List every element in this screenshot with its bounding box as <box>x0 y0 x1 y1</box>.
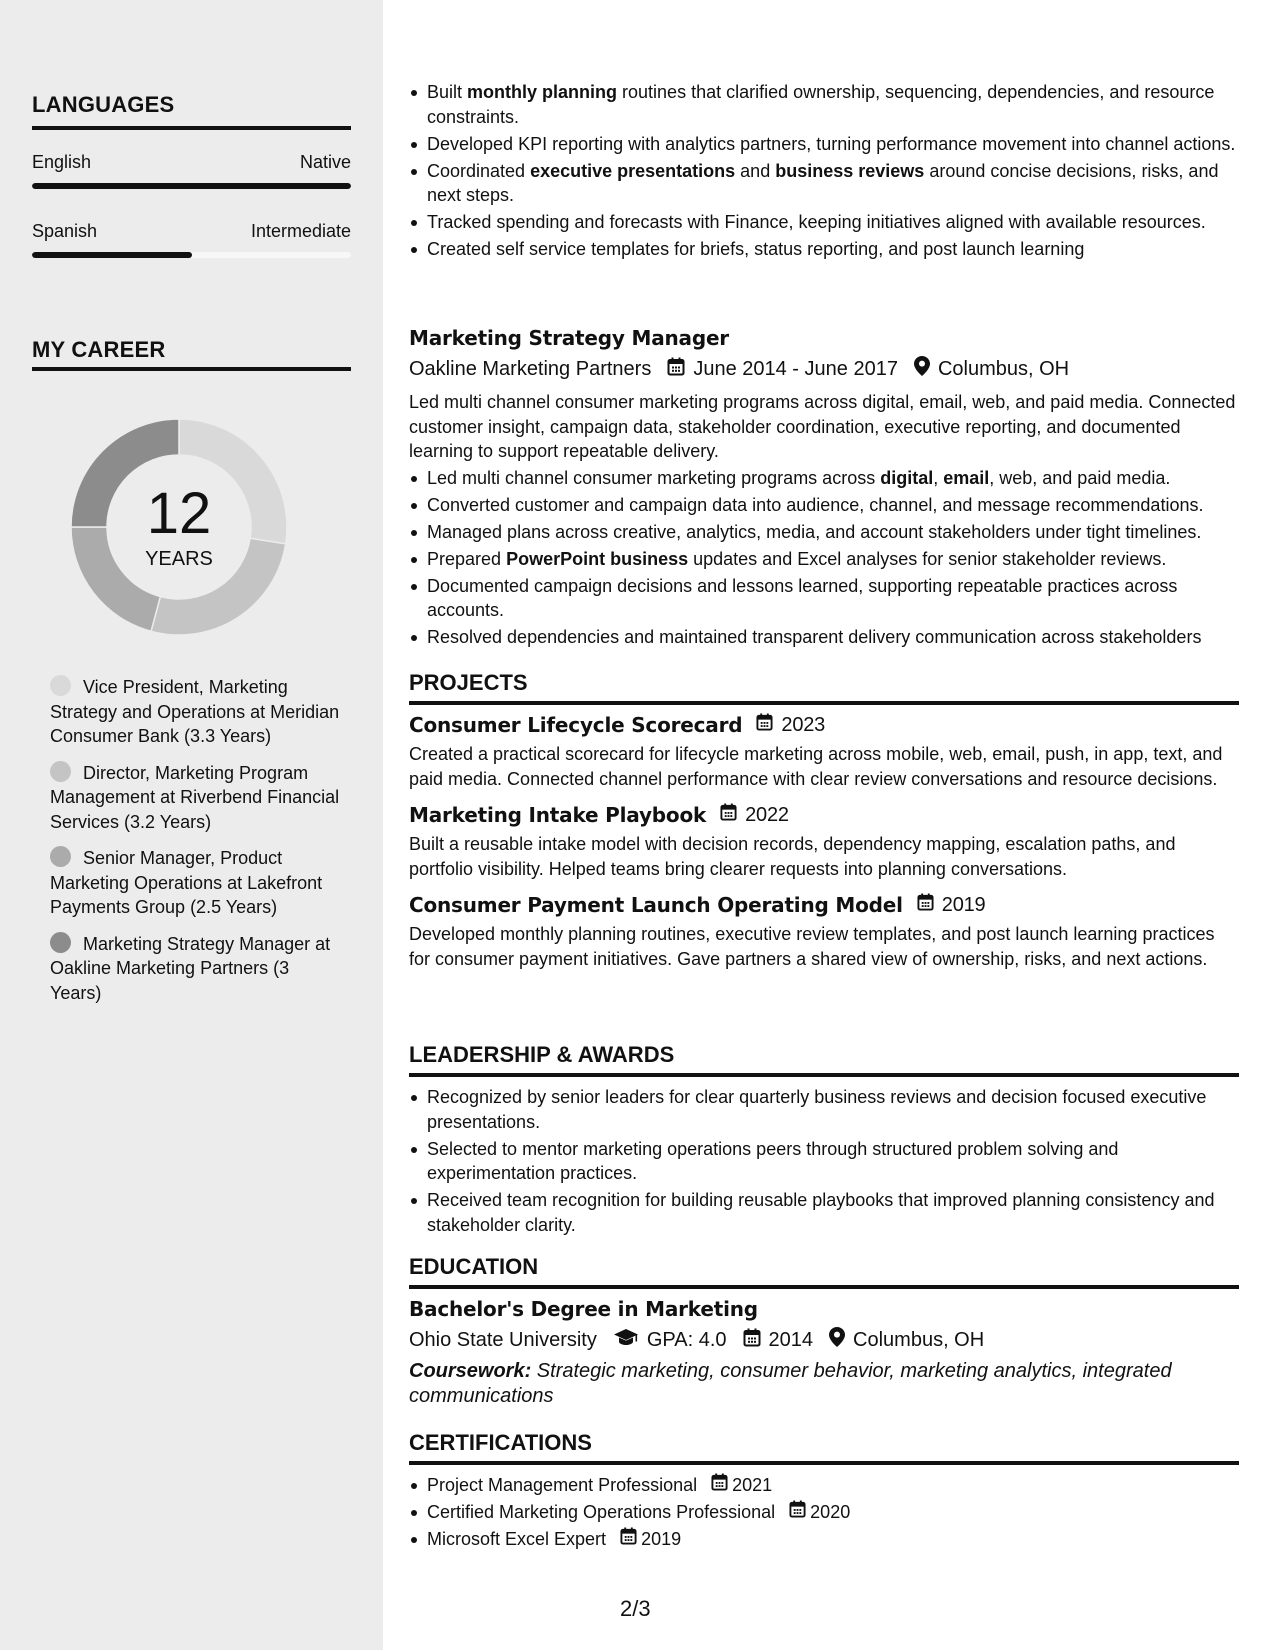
calendar-icon <box>743 1328 769 1353</box>
sidebar <box>0 0 383 1650</box>
list-item <box>409 493 1239 518</box>
career-legend-item <box>50 932 340 1006</box>
calendar-icon <box>917 893 942 917</box>
list-item <box>409 574 1239 623</box>
project-entry <box>409 713 1239 791</box>
career-legend-text: Director, Marketing Program Management at Riverbend Financial Services (3.2 Years) <box>50 762 340 832</box>
text-segment: , web, and paid media. <box>989 467 1171 488</box>
language-row-english <box>32 152 351 173</box>
text-segment: Managed plans across creative, analytics, media, and account stakeholders under tight timelines. <box>427 521 1202 542</box>
list-item <box>409 80 1239 129</box>
coursework <box>409 1359 1239 1408</box>
career-heading-rule <box>32 367 351 371</box>
calendar-icon <box>720 803 745 827</box>
certification-name: Microsoft Excel Expert <box>427 1529 607 1549</box>
page-number: 2/3 <box>620 1596 651 1621</box>
text-segment: Resolved dependencies and maintained transparent delivery communication across stakeholders <box>427 627 1202 647</box>
calendar-icon <box>667 357 693 382</box>
certification-year-wrap <box>789 1500 850 1525</box>
calendar-icon <box>756 713 781 737</box>
list-item <box>409 466 1239 491</box>
text-segment: updates and Excel analyses for senior stakeholder reviews. <box>688 548 1167 569</box>
job-summary: Led multi channel consumer marketing programs across digital, email, web, and paid media. Connected customer insight, campaign data, stakeholder coordination, executive reporting, and documented learning to support repeatable delivery. <box>409 392 1236 461</box>
graduation-cap-icon <box>613 1328 647 1352</box>
language-row-spanish <box>32 221 351 242</box>
job-entry <box>409 326 1239 652</box>
bold-text: monthly planning <box>467 82 618 102</box>
job-meta <box>409 356 1239 382</box>
gpa: GPA: 4.0 <box>646 1328 727 1351</box>
leadership-item: Selected to mentor marketing operations peers through structured problem solving and experimentation practices. <box>409 1137 1239 1186</box>
location-pin-icon <box>829 1327 853 1353</box>
education-location: Columbus, OH <box>853 1328 985 1351</box>
career-legend-text: Vice President, Marketing Strategy and Operations at Meridian Consumer Bank (3.3 Years) <box>50 677 340 746</box>
leadership-heading-rule <box>409 1073 1239 1077</box>
text-segment: around concise decisions, risks, and next steps. <box>427 160 1219 205</box>
education-heading: EDUCATION <box>409 1254 539 1279</box>
text-segment: Coordinated <box>427 160 531 181</box>
career-legend-dot <box>50 846 71 867</box>
certification-item <box>409 1473 1239 1498</box>
job-dates: June 2014 - June 2017 <box>693 357 898 380</box>
leadership-heading: LEADERSHIP & AWARDS <box>409 1042 675 1067</box>
text-segment: , <box>933 467 944 488</box>
list-item <box>409 210 1239 235</box>
project-year: 2019 <box>941 893 986 916</box>
language-proficiency-bar-spanish <box>32 252 351 258</box>
coursework-text: Strategic marketing, consumer behavior, marketing analytics, integrated communications <box>409 1360 1172 1407</box>
job-company: Oakline Marketing Partners <box>409 357 652 380</box>
coursework-label: Coursework: <box>409 1360 532 1382</box>
bold-text: PowerPoint business <box>506 548 689 569</box>
certification-item <box>409 1527 1239 1552</box>
previous-role-bullets <box>409 80 1239 264</box>
certifications-list <box>409 1473 1239 1552</box>
list-item <box>409 159 1239 208</box>
education-section <box>409 1254 1239 1408</box>
list-item <box>409 520 1239 545</box>
degree-title: Bachelor's Degree in Marketing <box>409 1297 758 1321</box>
language-level: Native <box>299 152 351 172</box>
certification-year: 2021 <box>732 1475 773 1495</box>
project-title-row <box>409 803 1239 827</box>
language-proficiency-bar-english <box>32 183 351 189</box>
career-legend <box>50 675 340 1017</box>
certification-year: 2019 <box>641 1529 682 1549</box>
project-year: 2023 <box>781 713 826 736</box>
bold-text: business reviews <box>775 160 925 181</box>
languages-heading: LANGUAGES <box>32 92 175 117</box>
text-segment: Developed KPI reporting with analytics partners, turning performance movement into channel actions. <box>427 133 1236 154</box>
projects-list <box>409 713 1239 971</box>
language-level: Intermediate <box>250 221 351 241</box>
project-year-wrap <box>917 893 986 917</box>
job-title: Marketing Strategy Manager <box>409 326 729 350</box>
donut-center <box>66 414 292 640</box>
calendar-icon <box>789 1500 810 1525</box>
language-proficiency-fill <box>32 252 192 258</box>
list-item <box>409 625 1239 650</box>
text-segment: routines that clarified ownership, sequencing, dependencies, and resource constraints. <box>427 82 1215 127</box>
school-name: Ohio State University <box>409 1328 597 1351</box>
text-segment: Prepared <box>427 548 507 569</box>
text-segment: Tracked spending and forecasts with Finance, keeping initiatives aligned with available resources. <box>427 212 1206 232</box>
location-pin-icon <box>914 356 938 382</box>
text-segment: Converted customer and campaign data into audience, channel, and message recommendations. <box>427 494 1204 515</box>
job-bullet-list <box>409 466 1239 650</box>
bold-text: email <box>943 467 990 488</box>
text-segment: Led multi channel consumer marketing programs across <box>427 467 881 488</box>
list-item <box>409 237 1239 262</box>
project-title: Marketing Intake Playbook <box>409 803 707 827</box>
project-title-row <box>409 713 1239 737</box>
education-meta <box>409 1327 1239 1353</box>
certifications-heading-rule <box>409 1461 1239 1465</box>
certification-year-wrap <box>620 1527 681 1552</box>
calendar-icon <box>711 1473 732 1498</box>
career-legend-item <box>50 846 340 920</box>
projects-heading-rule <box>409 701 1239 705</box>
text-segment: Created self service templates for briefs, status reporting, and post launch learning <box>427 239 1085 259</box>
career-legend-text: Marketing Strategy Manager at Oakline Marketing Partners (3 Years) <box>50 933 331 1003</box>
career-donut-chart <box>66 414 292 640</box>
certification-name: Project Management Professional <box>427 1475 698 1495</box>
projects-heading: PROJECTS <box>409 670 528 695</box>
project-year: 2022 <box>745 803 789 826</box>
list-item <box>409 547 1239 572</box>
career-legend-dot <box>50 932 71 953</box>
calendar-icon <box>620 1527 641 1552</box>
project-description: Developed monthly planning routines, executive review templates, and post launch learning practices for consumer payment initiatives. Gave partners a shared view of ownership, risks, and next actions. <box>409 924 1215 969</box>
certification-item <box>409 1500 1239 1525</box>
project-title: Consumer Payment Launch Operating Model <box>409 893 903 917</box>
project-title: Consumer Lifecycle Scorecard <box>409 713 743 737</box>
text-segment: Documented campaign decisions and lessons learned, supporting repeatable practices across accounts. <box>427 575 1178 620</box>
bold-text: executive presentations <box>530 160 736 181</box>
leadership-item: Received team recognition for building reusable playbooks that improved planning consistency and stakeholder clarity. <box>409 1188 1239 1237</box>
certification-year-wrap <box>711 1473 772 1498</box>
career-total-unit: YEARS <box>145 548 213 570</box>
text-segment: Built <box>427 82 468 102</box>
project-year-wrap <box>720 803 789 827</box>
bold-text: digital <box>880 467 934 488</box>
career-total-number: 12 <box>146 481 212 546</box>
certifications-section <box>409 1430 1239 1554</box>
languages-heading-rule <box>32 126 351 130</box>
certification-name: Certified Marketing Operations Professional <box>427 1502 776 1522</box>
project-year-wrap <box>756 713 825 737</box>
text-segment: and <box>735 160 776 181</box>
career-legend-dot <box>50 675 71 696</box>
language-proficiency-fill <box>32 183 351 189</box>
education-heading-rule <box>409 1285 1239 1289</box>
graduation-year: 2014 <box>768 1328 814 1351</box>
career-legend-item <box>50 761 340 835</box>
career-legend-dot <box>50 761 71 782</box>
list-item <box>409 132 1239 157</box>
project-title-row <box>409 893 1239 917</box>
bullet-list <box>409 80 1239 262</box>
certifications-heading: CERTIFICATIONS <box>409 1430 592 1455</box>
project-entry <box>409 893 1239 971</box>
leadership-list <box>409 1085 1239 1237</box>
project-entry <box>409 803 1239 881</box>
career-legend-item <box>50 675 340 749</box>
leadership-item: Recognized by senior leaders for clear quarterly business reviews and decision focused executive presentations. <box>409 1085 1239 1134</box>
certification-year: 2020 <box>810 1502 851 1522</box>
job-location: Columbus, OH <box>937 357 1070 380</box>
career-heading: MY CAREER <box>32 337 166 362</box>
career-legend-text: Senior Manager, Product Marketing Operations at Lakefront Payments Group (2.5 Years) <box>50 848 323 917</box>
project-description: Created a practical scorecard for lifecycle marketing across mobile, web, email, push, in app, text, and paid media. Connected channel performance with clear review conversations and resource decisions. <box>409 744 1223 789</box>
language-name: English <box>32 152 92 172</box>
leadership-section <box>409 1042 1239 1240</box>
language-name: Spanish <box>32 221 98 241</box>
projects-section <box>409 670 1239 971</box>
project-description: Built a reusable intake model with decision records, dependency mapping, escalation paths, and portfolio visibility. Helped teams bring clearer requests into planning conversations. <box>409 834 1176 879</box>
